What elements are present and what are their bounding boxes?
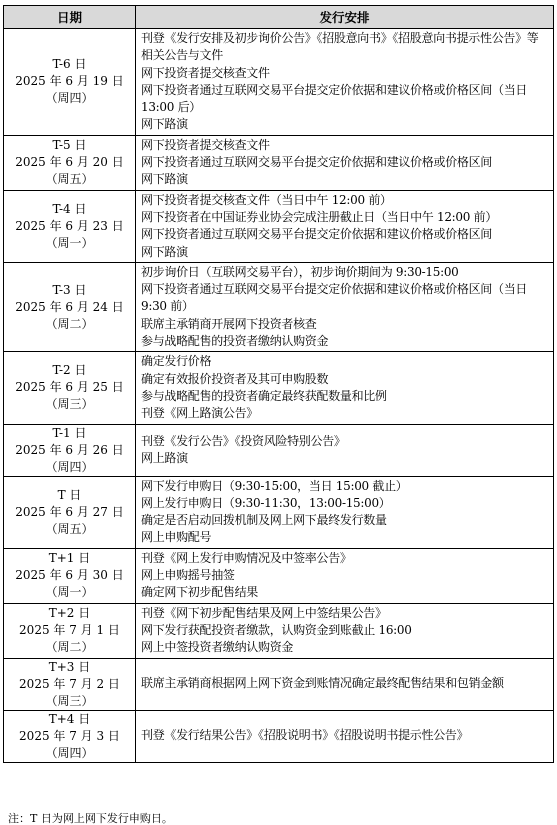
schedule-row [4, 262, 554, 351]
weekday: （周四） [45, 91, 94, 106]
weekday: （周三） [45, 397, 94, 412]
arrangement-item: 网上发行申购日（9:30-11:30，13:00-15:00） [141, 495, 391, 510]
schedule-row [4, 710, 554, 762]
date-column-header: 日期 [4, 6, 136, 29]
weekday: （周五） [45, 521, 94, 536]
calendar-date: 2025 年 6 月 19 日 [15, 74, 124, 89]
calendar-date: 2025 年 6 月 26 日 [15, 442, 124, 457]
day-label: T-4 日 [52, 201, 87, 216]
schedule-row [4, 603, 554, 658]
arrangement-item: 联席主承销商根据网上网下资金到账情况确定最终配售结果和包销金额 [141, 676, 504, 691]
day-label: T-3 日 [52, 282, 87, 297]
weekday: （周二） [45, 316, 94, 331]
arrangement-item: 网上申购配号 [141, 530, 212, 545]
schedule-row [4, 476, 554, 548]
calendar-date: 2025 年 7 月 3 日 [19, 728, 120, 743]
arrangement-item: 网下投资者通过互联网交易平台提交定价依据和建议价格或价格区间（当日 9:30 前） [141, 282, 528, 314]
arrangement-cell [136, 710, 554, 762]
date-cell [4, 262, 136, 351]
arrangement-item: 网下投资者通过互联网交易平台提交定价依据和建议价格或价格区间（当日 13:00 后） [141, 82, 528, 115]
arrangement-item: 网下投资者提交核查文件（当日中午 12:00 前） [141, 192, 392, 207]
arrangement-item: 网下路演 [141, 244, 188, 259]
arrangement-item: 确定是否启动回拨机制及网上网下最终发行数量 [141, 513, 387, 528]
day-label: T+3 日 [48, 659, 91, 674]
arrangement-cell [136, 352, 554, 424]
arrangement-item: 网上中签投资者缴纳认购资金 [141, 640, 294, 655]
weekday: （周五） [45, 172, 94, 187]
arrangement-cell [136, 190, 554, 262]
arrangement-item: 网下发行申购日（9:30-15:00，当日 15:00 截止） [141, 478, 408, 493]
arrangement-item: 联席主承销商开展网下投资者核查 [141, 316, 317, 331]
arrangement-item: 刊登《网下初步配售结果及网上中签结果公告》 [141, 605, 387, 620]
arrangement-item: 网下投资者提交核查文件 [141, 65, 270, 80]
arrangement-cell [136, 424, 554, 476]
arrangement-cell [136, 548, 554, 603]
calendar-date: 2025 年 6 月 20 日 [15, 155, 124, 170]
day-label: T+4 日 [48, 711, 91, 726]
arrangement-item: 刊登《网上路演公告》 [141, 406, 259, 421]
date-cell [4, 603, 136, 658]
arrangement-cell [136, 658, 554, 710]
schedule-row [4, 424, 554, 476]
date-cell [4, 352, 136, 424]
arrangement-item: 网下投资者通过互联网交易平台提交定价依据和建议价格或价格区间 [141, 227, 493, 242]
table-header-row [4, 6, 554, 29]
arrangement-cell [136, 29, 554, 136]
arrangement-cell [136, 476, 554, 548]
arrangement-item: 刊登《发行安排及初步询价公告》《招股意向书》《招股意向书提示性公告》等相关公告与文件 [141, 31, 539, 63]
date-cell [4, 658, 136, 710]
calendar-date: 2025 年 7 月 2 日 [19, 676, 120, 691]
date-cell [4, 424, 136, 476]
arrangement-item: 刊登《网上发行申购情况及中签率公告》 [141, 550, 352, 565]
schedule-row [4, 29, 554, 136]
day-label: T-2 日 [52, 363, 87, 378]
arrangement-column-header: 发行安排 [136, 6, 554, 29]
arrangement-item: 网下投资者在中国证券业协会完成注册截止日（当日中午 12:00 前） [141, 209, 498, 224]
schedule-row [4, 658, 554, 710]
day-label: T 日 [57, 487, 82, 502]
calendar-date: 2025 年 7 月 1 日 [19, 623, 120, 638]
arrangement-item: 网上申购摇号抽签 [141, 568, 235, 583]
date-cell [4, 190, 136, 262]
calendar-date: 2025 年 6 月 24 日 [15, 299, 124, 314]
weekday: （周四） [45, 459, 94, 474]
calendar-date: 2025 年 6 月 27 日 [15, 504, 124, 519]
arrangement-item: 网下路演 [141, 117, 188, 132]
calendar-date: 2025 年 6 月 25 日 [15, 380, 124, 395]
arrangement-item: 确定发行价格 [141, 354, 212, 369]
arrangement-item: 确定网下初步配售结果 [141, 585, 259, 600]
calendar-date: 2025 年 6 月 23 日 [15, 218, 124, 233]
issuance-schedule-table [3, 5, 554, 763]
arrangement-cell [136, 603, 554, 658]
date-cell [4, 710, 136, 762]
arrangement-item: 网下投资者提交核查文件 [141, 137, 270, 152]
arrangement-item: 网下路演 [141, 172, 188, 187]
date-cell [4, 476, 136, 548]
weekday: （周一） [45, 235, 94, 250]
arrangement-cell [136, 135, 554, 190]
arrangement-cell [136, 262, 554, 351]
schedule-row [4, 548, 554, 603]
weekday: （周三） [45, 693, 94, 708]
date-cell [4, 29, 136, 136]
calendar-date: 2025 年 6 月 30 日 [15, 568, 124, 583]
schedule-row [4, 190, 554, 262]
schedule-row [4, 352, 554, 424]
weekday: （周四） [45, 745, 94, 760]
arrangement-item: 网下投资者通过互联网交易平台提交定价依据和建议价格或价格区间 [141, 155, 493, 170]
day-label: T+1 日 [48, 551, 91, 566]
schedule-row [4, 135, 554, 190]
arrangement-item: 参与战略配售的投资者确定最终获配数量和比例 [141, 388, 387, 403]
day-label: T-6 日 [52, 57, 87, 72]
arrangement-item: 初步询价日（互联网交易平台），初步询价期间为 9:30-15:00 [141, 264, 459, 279]
day-label: T+2 日 [48, 606, 91, 621]
date-cell [4, 548, 136, 603]
weekday: （周二） [45, 640, 94, 655]
day-label: T-5 日 [52, 138, 87, 153]
date-cell [4, 135, 136, 190]
arrangement-item: 网下发行获配投资者缴款，认购资金到账截止 16:00 [141, 622, 412, 637]
arrangement-item: 参与战略配售的投资者缴纳认购资金 [141, 334, 329, 349]
day-label: T-1 日 [52, 425, 87, 440]
table-footnote: 注：T 日为网上网下发行申购日。 [8, 812, 173, 825]
arrangement-item: 刊登《发行公告》《投资风险特别公告》 [141, 433, 346, 448]
arrangement-item: 确定有效报价投资者及其可申购股数 [141, 371, 329, 386]
arrangement-item: 网上路演 [141, 451, 188, 466]
arrangement-item: 刊登《发行结果公告》《招股说明书》《招股说明书提示性公告》 [141, 728, 469, 743]
weekday: （周一） [45, 585, 94, 600]
